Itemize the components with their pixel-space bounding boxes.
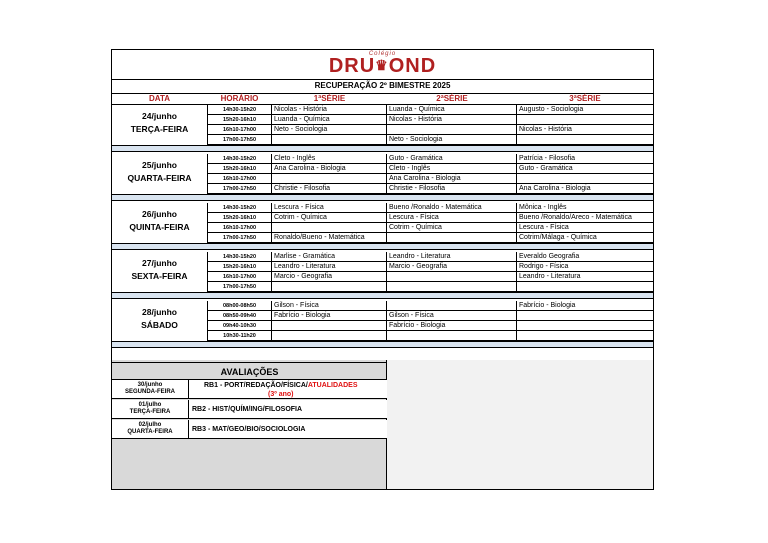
row-separator (112, 243, 653, 250)
time-slot: 15h20-16h10 (208, 115, 271, 125)
day-weekday: QUINTA-FEIRA (129, 222, 190, 232)
serie-column-s1 (272, 105, 387, 145)
day-weekday: SÁBADO (141, 320, 178, 330)
avaliacoes-panel (112, 360, 387, 490)
schedule-cell: Cotrim - Química (387, 223, 516, 233)
schedule-cell (517, 331, 653, 341)
day-block (112, 252, 653, 292)
avaliacao-date-day: 02/julho (138, 422, 162, 428)
time-slot: 16h10-17h00 (208, 223, 271, 233)
serie-column-s1 (272, 301, 387, 341)
day-block (112, 105, 653, 145)
avaliacao-desc: RB2 - HIST/QUÍM/ING/FILOSOFIA (192, 406, 303, 413)
schedule-cell (272, 282, 386, 292)
schedule-cell: Lescura - Física (272, 203, 386, 213)
schedule-cell: Nicolas - História (517, 125, 653, 135)
day-block (112, 301, 653, 341)
schedule-cell: Lescura - Física (517, 223, 653, 233)
avaliacoes-title: AVALIAÇÕES (112, 362, 387, 380)
schedule-cell (272, 174, 386, 184)
schedule-cell: Cleto - Inglês (387, 164, 516, 174)
schedule-sheet (111, 49, 654, 490)
time-column (207, 203, 272, 243)
header-data: DATA (112, 94, 207, 105)
schedule-cell: Leandro - Literatura (517, 272, 653, 282)
schedule-cell: Lescura - Física (387, 213, 516, 223)
serie-column-s2 (387, 154, 517, 194)
serie-column-s2 (387, 301, 517, 341)
day-label (112, 159, 207, 185)
schedule-cell (517, 174, 653, 184)
schedule-cell: Marcio - Geografia (272, 272, 386, 282)
schedule-cell: Fabrício - Biologia (272, 311, 386, 321)
time-slot: 17h00-17h50 (208, 233, 271, 243)
row-separator (112, 341, 653, 348)
schedule-cell: Guto - Gramática (517, 164, 653, 174)
logo-text-right: OND (388, 55, 437, 77)
schedule-cell: Nicolas - História (387, 115, 516, 125)
avaliacao-date-weekday: TERÇA-FEIRA (129, 409, 171, 415)
avaliacao-date (112, 420, 189, 439)
time-slot: 16h10-17h00 (208, 125, 271, 135)
schedule-cell (272, 321, 386, 331)
serie-column-s1 (272, 203, 387, 243)
avaliacao-row (112, 380, 387, 399)
schedule-cell: Cotrim/Málaga - Química (517, 233, 653, 243)
logo-text (112, 55, 653, 78)
logo-subtitle: Colégio (368, 51, 397, 57)
time-slot: 15h20-16h10 (208, 213, 271, 223)
avaliacao-date-weekday: SEGUNDA-FEIRA (124, 389, 175, 395)
schedule-cell (517, 311, 653, 321)
header-serie-2: 2ªSÉRIE (387, 94, 517, 105)
schedule-cell (517, 321, 653, 331)
time-column (207, 301, 272, 341)
schedule-cell: Bueno /Ronaldo - Matemática (387, 203, 516, 213)
schedule-cell: Nicolas - História (272, 105, 386, 115)
day-date: 26/junho (142, 209, 177, 219)
day-weekday: TERÇA-FEIRA (130, 124, 189, 134)
header-serie-1: 1ªSÉRIE (272, 94, 387, 105)
schedule-cell: Mônica - Inglês (517, 203, 653, 213)
schedule-cell: Leandro - Literatura (387, 252, 516, 262)
schedule-cell: Fabrício - Biologia (387, 321, 516, 331)
schedule-cell: Guto - Gramática (387, 154, 516, 164)
schedule-cell (517, 115, 653, 125)
row-separator (112, 194, 653, 201)
schedule-cell (387, 331, 516, 341)
time-slot: 16h10-17h00 (208, 272, 271, 282)
schedule-cell: Rodrigo - Física (517, 262, 653, 272)
time-slot: 17h00-17h50 (208, 282, 271, 292)
schedule-cell: Gilson - Física (272, 301, 386, 311)
serie-column-s3 (517, 301, 653, 341)
avaliacao-row (112, 420, 387, 439)
blank-panel (387, 360, 653, 490)
day-date: 28/junho (142, 307, 177, 317)
day-block (112, 154, 653, 194)
avaliacao-date-day: 01/julho (138, 402, 162, 408)
schedule-cell: Neto - Sociologia (387, 135, 516, 145)
time-slot: 14h30-15h20 (208, 154, 271, 164)
day-label (112, 257, 207, 283)
avaliacao-desc-text: RB1 - PORT/REDAÇÃO/FÍSICA/ (204, 382, 308, 389)
schedule-cell: Cleto - Inglês (272, 154, 386, 164)
time-slot: 14h30-15h20 (208, 203, 271, 213)
schedule-cell: Leandro - Literatura (272, 262, 386, 272)
time-column (207, 252, 272, 292)
avaliacao-desc (204, 381, 358, 399)
schedule-cell (387, 233, 516, 243)
time-slot: 09h40-10h30 (208, 321, 271, 331)
serie-column-s1 (272, 252, 387, 292)
schedule-cell: Neto - Sociologia (272, 125, 386, 135)
time-slot: 08h00-08h50 (208, 301, 271, 311)
time-slot: 08h50-09h40 (208, 311, 271, 321)
time-slot: 14h30-15h20 (208, 105, 271, 115)
avaliacao-date-day: 30/junho (137, 382, 163, 388)
serie-column-s2 (387, 105, 517, 145)
day-weekday: SEXTA-FEIRA (131, 271, 188, 281)
day-label (112, 306, 207, 332)
serie-column-s2 (387, 203, 517, 243)
avaliacao-date (112, 400, 189, 419)
schedule-cell (387, 125, 516, 135)
logo (112, 50, 653, 80)
time-slot: 14h30-15h20 (208, 252, 271, 262)
schedule-cell: Ana Carolina - Biologia (272, 164, 386, 174)
schedule-cell: Bueno /Ronaldo/Areco - Matemática (517, 213, 653, 223)
avaliacao-date-weekday: QUARTA-FEIRA (127, 429, 173, 435)
schedule-cell (272, 331, 386, 341)
schedule-cell: Cotrim - Química (272, 213, 386, 223)
schedule-cell (272, 223, 386, 233)
time-column (207, 154, 272, 194)
schedule-cell: Christie - Filosofia (272, 184, 386, 194)
schedule-cell: Marcio - Geografia (387, 262, 516, 272)
day-label (112, 208, 207, 234)
serie-column-s3 (517, 252, 653, 292)
avaliacao-desc-note: (3º ano) (267, 391, 294, 398)
schedule-cell: Fabrício - Biologia (517, 301, 653, 311)
schedule-cell: Gilson - Física (387, 311, 516, 321)
day-date: 24/junho (142, 111, 177, 121)
serie-column-s3 (517, 203, 653, 243)
schedule-cell: Ana Carolina - Biologia (517, 184, 653, 194)
serie-column-s3 (517, 105, 653, 145)
header-horario: HORÁRIO (207, 94, 272, 105)
schedule-cell: Marlise - Gramática (272, 252, 386, 262)
schedule-cell: Luanda - Química (387, 105, 516, 115)
schedule-cell: Ronaldo/Bueno - Matemática (272, 233, 386, 243)
day-date: 25/junho (142, 160, 177, 170)
avaliacao-row (112, 400, 387, 419)
time-column (207, 105, 272, 145)
day-date: 27/junho (142, 258, 177, 268)
schedule-cell: Christie - Filosofia (387, 184, 516, 194)
serie-column-s2 (387, 252, 517, 292)
time-slot: 17h00-17h50 (208, 184, 271, 194)
page-title: RECUPERAÇÃO 2º BIMESTRE 2025 (112, 79, 653, 94)
logo-text-left: DRU (328, 55, 376, 77)
schedule-cell (517, 282, 653, 292)
schedule-cell: Everaldo Geografia (517, 252, 653, 262)
row-separator (112, 292, 653, 299)
schedule-cell (387, 272, 516, 282)
avaliacao-desc: RB3 - MAT/GEO/BIO/SOCIOLOGIA (192, 426, 306, 433)
time-slot: 16h10-17h00 (208, 174, 271, 184)
schedule-cell (387, 301, 516, 311)
schedule-cell: Augusto - Sociologia (517, 105, 653, 115)
avaliacao-desc-red: ATUALIDADES (307, 382, 358, 389)
time-slot: 10h30-11h20 (208, 331, 271, 341)
schedule-cell: Ana Carolina - Biologia (387, 174, 516, 184)
schedule-cell (387, 282, 516, 292)
schedule-cell: Patrícia - Filosofia (517, 154, 653, 164)
header-serie-3: 3ªSÉRIE (517, 94, 653, 105)
day-weekday: QUARTA-FEIRA (127, 173, 192, 183)
time-slot: 17h00-17h50 (208, 135, 271, 145)
avaliacao-date (112, 380, 189, 399)
schedule-cell (517, 135, 653, 145)
crown-icon: ♛ (375, 57, 389, 73)
day-block (112, 203, 653, 243)
row-separator (112, 145, 653, 152)
day-label (112, 110, 207, 136)
serie-column-s3 (517, 154, 653, 194)
time-slot: 15h20-16h10 (208, 164, 271, 174)
schedule-cell: Luanda - Química (272, 115, 386, 125)
schedule-cell (272, 135, 386, 145)
serie-column-s1 (272, 154, 387, 194)
time-slot: 15h20-16h10 (208, 262, 271, 272)
